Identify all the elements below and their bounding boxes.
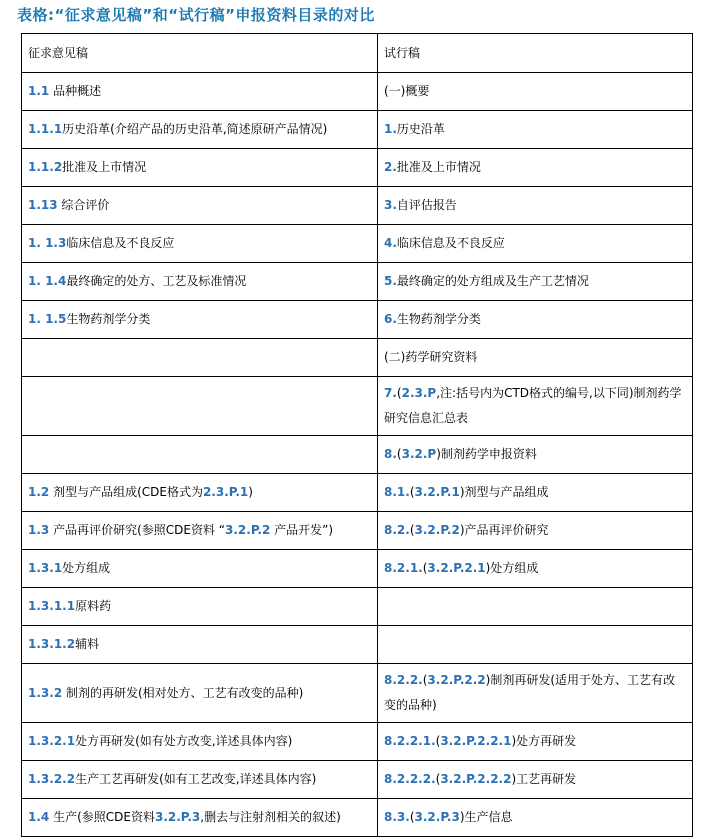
cell-trial (378, 588, 693, 626)
cell-draft (22, 799, 378, 837)
header-row (22, 34, 693, 73)
item-text: 批准及上市情况 (62, 160, 147, 174)
cell-trial (378, 187, 693, 225)
item-number: 8.2.2.1. (384, 734, 436, 748)
item-number: 1.1 (28, 84, 50, 98)
item-text: 临床信息及不良反应 (396, 236, 505, 250)
item-number: 3.2.P.1 (414, 485, 460, 499)
item-number: 2. (384, 160, 397, 174)
item-number: 8. (384, 447, 397, 461)
cell-trial (378, 664, 693, 723)
item-text: 原料药 (75, 599, 112, 613)
item-number: 2.3.P (401, 386, 437, 400)
table-row (22, 225, 693, 263)
item-text: 生产(参照CDE资料 (49, 810, 155, 824)
item-number: 1.2 (28, 485, 50, 499)
item-text: ( (435, 734, 441, 748)
table-row (22, 474, 693, 512)
cell-trial (378, 723, 693, 761)
item-number: 3. (384, 198, 397, 212)
cell-draft (22, 550, 378, 588)
item-text: )剂型与产品组成 (459, 485, 549, 499)
cell-draft (22, 474, 378, 512)
item-number: 1. (384, 122, 397, 136)
cell-draft (22, 588, 378, 626)
item-number: 5. (384, 274, 397, 288)
item-text: (一)概要 (384, 84, 430, 98)
table-row (22, 723, 693, 761)
item-text: )制剂再研发(适用于处方、工艺有改变的品种) (384, 673, 676, 712)
cell-trial (378, 761, 693, 799)
item-text: 产品开发”) (270, 523, 334, 537)
cell-trial (378, 111, 693, 149)
item-number: 3.2.P.2 (225, 523, 271, 537)
table-row (22, 626, 693, 664)
item-text: 生物药剂学分类 (66, 312, 151, 326)
cell-draft (22, 339, 378, 377)
item-number: 1.3.1 (28, 561, 63, 575)
comparison-table (21, 33, 693, 837)
item-number: 8.3. (384, 810, 410, 824)
item-number: 8.1. (384, 485, 410, 499)
item-text: ( (409, 810, 415, 824)
item-text: 生产工艺再研发(如有工艺改变,详述具体内容) (75, 772, 317, 786)
cell-draft (22, 263, 378, 301)
table-row (22, 377, 693, 436)
item-text: ( (422, 673, 428, 687)
table-row (22, 111, 693, 149)
cell-trial (378, 436, 693, 474)
item-text: 最终确定的处方、工艺及标准情况 (66, 274, 247, 288)
item-number: 1. 1.4 (28, 274, 67, 288)
cell-trial (378, 377, 693, 436)
cell-draft (22, 73, 378, 111)
table-row (22, 799, 693, 837)
item-number: 1.3.1.1 (28, 599, 76, 613)
item-text: 生物药剂学分类 (396, 312, 481, 326)
item-text: 剂型与产品组成(CDE格式为 (49, 485, 203, 499)
cell-draft (22, 377, 378, 436)
item-number: 1.3.1.2 (28, 637, 76, 651)
item-number: 8.2.2. (384, 673, 423, 687)
cell-trial (378, 339, 693, 377)
item-text: 产品再评价研究(参照CDE资料 “ (49, 523, 225, 537)
table-body (22, 73, 693, 837)
cell-draft (22, 723, 378, 761)
item-number: 1.3 (28, 523, 50, 537)
item-text: ,注:括号内为CTD格式的编号,以下同)制剂药学研究信息汇总表 (384, 386, 682, 425)
item-number: 8.2.2.2. (384, 772, 436, 786)
item-text: )处方组成 (485, 561, 539, 575)
item-number: 1.1.1 (28, 122, 63, 136)
item-number: 3.2.P.2.1 (427, 561, 486, 575)
item-number: 1.3.2.2 (28, 772, 76, 786)
table-row (22, 187, 693, 225)
cell-trial (378, 73, 693, 111)
table-row (22, 339, 693, 377)
item-number: 8.2. (384, 523, 410, 537)
item-text: ,删去与注射剂相关的叙述) (200, 810, 341, 824)
table-row (22, 550, 693, 588)
item-text: )处方再研发 (511, 734, 577, 748)
cell-draft (22, 149, 378, 187)
cell-trial (378, 626, 693, 664)
item-text: 临床信息及不良反应 (66, 236, 175, 250)
item-text: 辅料 (75, 637, 100, 651)
cell-trial (378, 149, 693, 187)
item-text: 综合评价 (57, 198, 110, 212)
table-row (22, 73, 693, 111)
table-row (22, 436, 693, 474)
cell-draft (22, 761, 378, 799)
item-number: 1.1.2 (28, 160, 63, 174)
item-text: 历史沿革 (396, 122, 445, 136)
item-number: 3.2.P.2.2 (427, 673, 486, 687)
table-row (22, 149, 693, 187)
page-title: 表格:“征求意见稿”和“试行稿”申报资料目录的对比 (17, 6, 375, 24)
item-text: ( (435, 772, 441, 786)
item-text: 制剂的再研发(相对处方、工艺有改变的品种) (62, 685, 304, 700)
table-row (22, 301, 693, 339)
cell-trial (378, 799, 693, 837)
item-text: 最终确定的处方组成及生产工艺情况 (396, 274, 589, 288)
item-number: 8.2.1. (384, 561, 423, 575)
cell-draft (22, 664, 378, 723)
item-number: 7. (384, 386, 397, 400)
item-text: 自评估报告 (396, 198, 457, 212)
item-number: 1.3.2.1 (28, 734, 76, 748)
table-row (22, 512, 693, 550)
item-text: )产品再评价研究 (459, 523, 549, 537)
item-text: )制剂药学申报资料 (436, 447, 537, 461)
item-text: 处方再研发(如有处方改变,详述具体内容) (75, 734, 293, 748)
item-text: )生产信息 (459, 810, 513, 824)
item-number: 3.2.P.3 (154, 810, 201, 824)
item-text: (二)药学研究资料 (384, 350, 478, 364)
cell-trial (378, 512, 693, 550)
cell-draft (22, 225, 378, 263)
item-text: ( (422, 561, 428, 575)
item-text: 历史沿革(介绍产品的历史沿革,简述原研产品情况) (62, 122, 328, 136)
cell-trial (378, 301, 693, 339)
item-text: ( (409, 523, 415, 537)
column-header-draft: 征求意见稿 (22, 34, 378, 73)
item-number: 3.2.P.3 (414, 810, 460, 824)
cell-trial (378, 474, 693, 512)
item-number: 1.13 (28, 198, 58, 212)
item-number: 3.2.P.2.2.1 (440, 734, 512, 748)
item-number: 3.2.P (401, 447, 437, 461)
item-number: 1. 1.5 (28, 312, 67, 326)
table-row (22, 588, 693, 626)
cell-draft (22, 301, 378, 339)
cell-draft (22, 626, 378, 664)
cell-draft (22, 512, 378, 550)
item-text: ( (396, 386, 402, 400)
item-number: 6. (384, 312, 397, 326)
item-text: ( (396, 447, 402, 461)
cell-draft (22, 111, 378, 149)
cell-draft (22, 187, 378, 225)
item-text: )工艺再研发 (511, 772, 577, 786)
item-text: ( (409, 485, 415, 499)
cell-trial (378, 225, 693, 263)
item-number: 2.3.P.1 (202, 485, 249, 499)
cell-trial (378, 550, 693, 588)
item-number: 1.3.2 (28, 685, 63, 700)
item-text: ) (248, 485, 253, 499)
table-row (22, 263, 693, 301)
item-number: 1.4 (28, 810, 50, 824)
cell-draft (22, 436, 378, 474)
item-number: 1. 1.3 (28, 236, 67, 250)
cell-trial (378, 263, 693, 301)
item-number: 3.2.P.2 (414, 523, 460, 537)
item-text: 处方组成 (62, 561, 111, 575)
item-text: 品种概述 (49, 84, 102, 98)
column-header-trial: 试行稿 (378, 34, 693, 73)
table-row (22, 761, 693, 799)
item-text: 批准及上市情况 (396, 160, 481, 174)
table-row (22, 664, 693, 723)
item-number: 4. (384, 236, 397, 250)
item-number: 3.2.P.2.2.2 (440, 772, 512, 786)
